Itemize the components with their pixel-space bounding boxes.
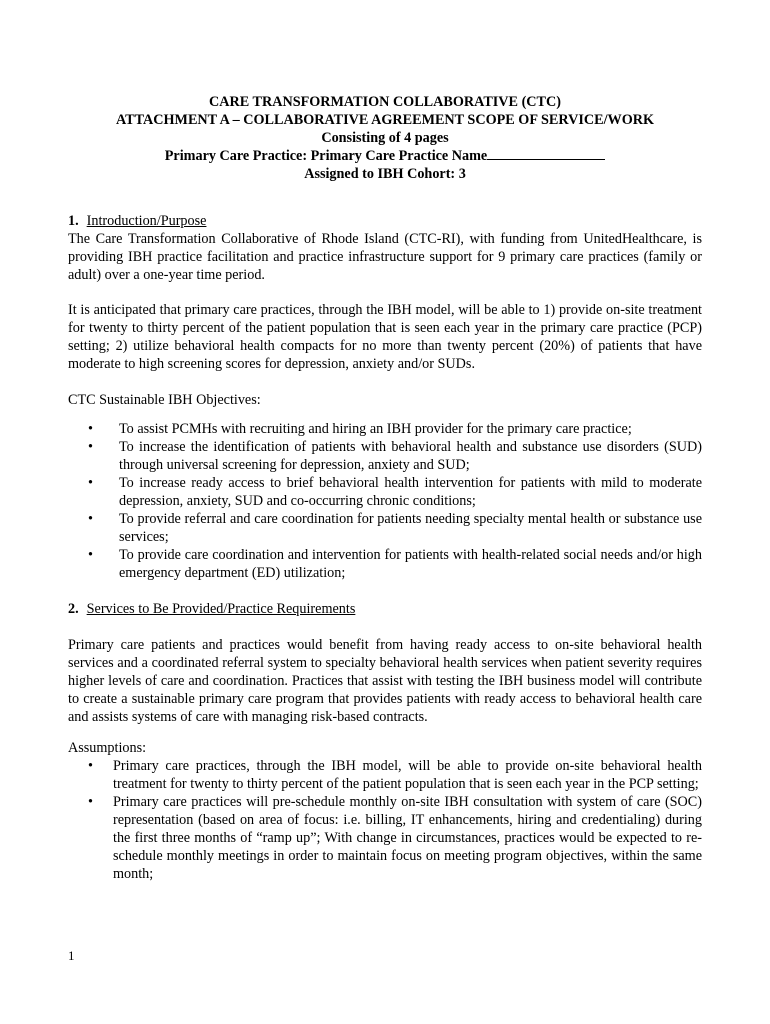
- objective-item: [88, 420, 702, 438]
- objective-text: To assist PCMHs with recruiting and hiring an IBH provider for the primary care practice;: [119, 421, 632, 437]
- assumptions-list: [88, 757, 702, 883]
- section-2-number: 2.: [68, 601, 79, 617]
- section-1-number: 1.: [68, 213, 79, 229]
- title-line-1: CARE TRANSFORMATION COLLABORATIVE (CTC): [209, 94, 561, 110]
- assumption-item: [88, 793, 702, 883]
- bullet-icon: •: [88, 511, 93, 527]
- objective-item: [88, 438, 702, 474]
- assumption-text: Primary care practices, through the IBH model, will be able to provide on-site behavioral health treatment for twenty to thirty percent of the patient population that is seen each year in the PCP setting;: [113, 758, 702, 792]
- page-number: 1: [68, 948, 75, 963]
- bullet-icon: •: [88, 547, 93, 563]
- objective-item: [88, 510, 702, 546]
- bullet-icon: •: [88, 421, 93, 437]
- objective-text: To increase ready access to brief behavioral health intervention for patients with mild to moderate depression, anxiety, SUD and co-occurring chronic conditions;: [119, 475, 702, 509]
- bullet-icon: •: [88, 475, 93, 491]
- section-1-paragraph-2: It is anticipated that primary care practices, through the IBH model, will be able to 1) provide on-site treatment for twenty to thirty percent of the patient population that is seen each year in the primary care practice (PCP) setting; 2) utilize behavioral health compacts for no more than twenty percent (20%) of patients that have moderate to high screening scores for depression, anxiety and/or SUDs.: [68, 302, 702, 372]
- practice-label: Primary Care Practice: Primary Care Practice Name: [164, 148, 488, 164]
- section-1-heading: [68, 212, 702, 230]
- section-2-title: Services to Be Provided/Practice Requirements: [86, 601, 356, 617]
- title-line-4: [68, 147, 702, 165]
- objectives-label: CTC Sustainable IBH Objectives:: [68, 392, 261, 408]
- objective-item: [88, 474, 702, 510]
- bullet-icon: •: [88, 758, 93, 774]
- objective-item: [88, 546, 702, 582]
- objective-text: To provide care coordination and intervention for patients with health-related social needs and/or high emergency department (ED) utilization;: [119, 547, 702, 581]
- objective-text: To provide referral and care coordination for patients needing specialty mental health or substance use services;: [119, 511, 702, 545]
- section-2-heading: [68, 600, 702, 618]
- objectives-list: [88, 420, 702, 582]
- assumptions-label: Assumptions:: [68, 740, 147, 756]
- title-line-2: ATTACHMENT A – COLLABORATIVE AGREEMENT SCOPE OF SERVICE/WORK: [115, 112, 655, 128]
- section-1-paragraph-1: The Care Transformation Collaborative of Rhode Island (CTC-RI), with funding from UnitedHealthcare, is providing IBH practice facilitation and practice infrastructure support for 9 primary care practices (family or adult) over a one-year time period.: [68, 231, 702, 283]
- assumption-text: Primary care practices will pre-schedule monthly on-site IBH consultation with system of care (SOC) representation (based on area of focus: i.e. billing, IT enhancements, hiring and credentialing) during the first three months of “ramp up”; With change in circumstances, practices would be expected to re-schedule monthly meetings in order to maintain focus on meeting program objectives, within the same month;: [113, 794, 702, 882]
- bullet-icon: •: [88, 439, 93, 455]
- bullet-icon: •: [88, 794, 93, 810]
- title-line-5: Assigned to IBH Cohort: 3: [304, 166, 466, 182]
- practice-name-blank: [487, 147, 605, 160]
- section-2-paragraph-1: Primary care patients and practices would benefit from having ready access to on-site behavioral health services and a coordinated referral system to specialty behavioral health services when patient severity requires higher levels of care and coordination. Practices that assist with testing the IBH business model will contribute to create a sustainable primary care program that provides patients with ready access to behavioral health care and assists systems of care with managing risk-based contracts.: [68, 637, 702, 725]
- title-block: [68, 93, 702, 183]
- section-1-title: Introduction/Purpose: [86, 213, 207, 229]
- title-line-3: Consisting of 4 pages: [321, 130, 449, 146]
- objective-text: To increase the identification of patients with behavioral health and substance use disorders (SUD) through universal screening for depression, anxiety and SUD;: [119, 439, 702, 473]
- assumption-item: [88, 757, 702, 793]
